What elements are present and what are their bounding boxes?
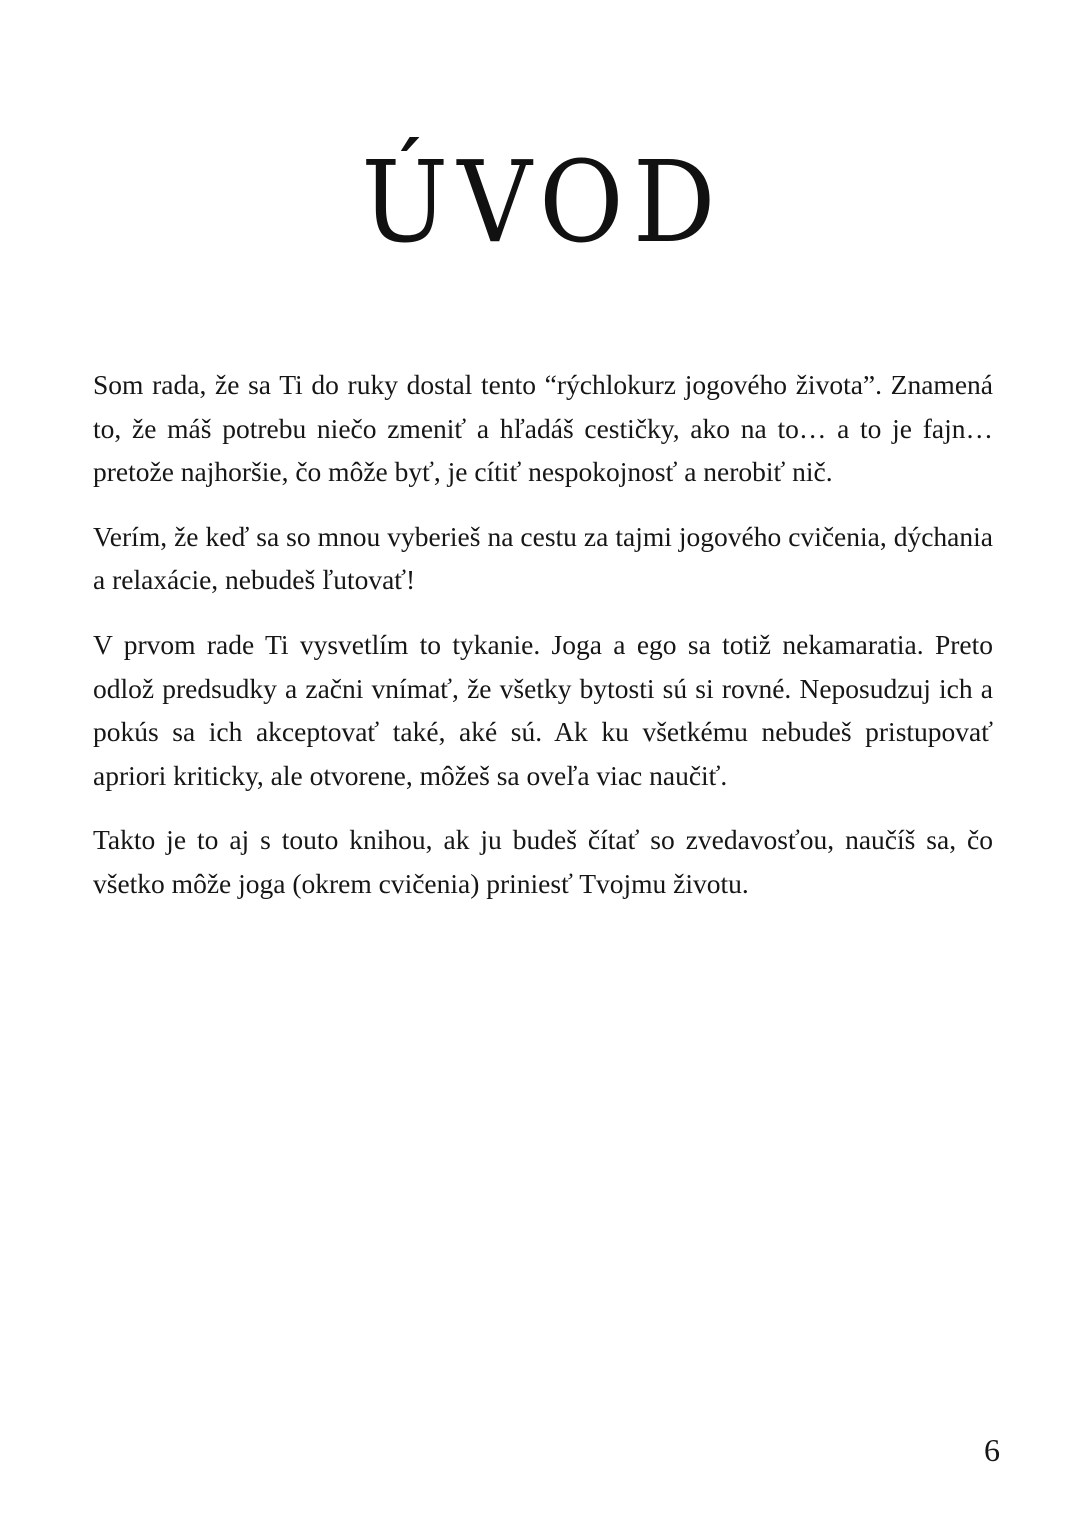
paragraph-book: Takto je to aj s touto knihou, ak ju budeš čítať so zvedavosťou, naučíš sa, čo všetko môže joga (okrem cvičenia) priniesť Tvojmu životu. bbox=[93, 824, 993, 899]
paragraph-intro: Som rada, že sa Ti do ruky dostal tento “rýchlokurz jogového života”. Znamená to, že máš potrebu niečo zmeniť a hľadáš cestičky, ako na to… a to je fajn… pretože najhoršie, čo môže byť, je cítiť nespokojnosť a nerobiť nič. bbox=[93, 369, 993, 488]
paragraph-journey: Verím, že keď sa so mnou vyberieš na cestu za tajmi jogového cvičenia, dýchania a relaxácie, nebudeš ľutovať! bbox=[93, 520, 993, 596]
paragraph-tykanie: V prvom rade Ti vysvetlím to tykanie. Joga a ego sa totiž nekamaratia. Preto odlož predsudky a začni vnímať, že všetky bytosti sú si rovné. Neposudzuj ich a pokús sa ich akceptovať také, aké sú. Ak ku všetkému nebudeš pristupovať apriori kriticky, ale otvorene, môžeš sa oveľa viac naučiť. bbox=[93, 628, 993, 791]
body-text bbox=[93, 363, 993, 927]
page-title: ÚVOD bbox=[361, 138, 725, 268]
page-number: 6 bbox=[984, 1432, 1000, 1468]
